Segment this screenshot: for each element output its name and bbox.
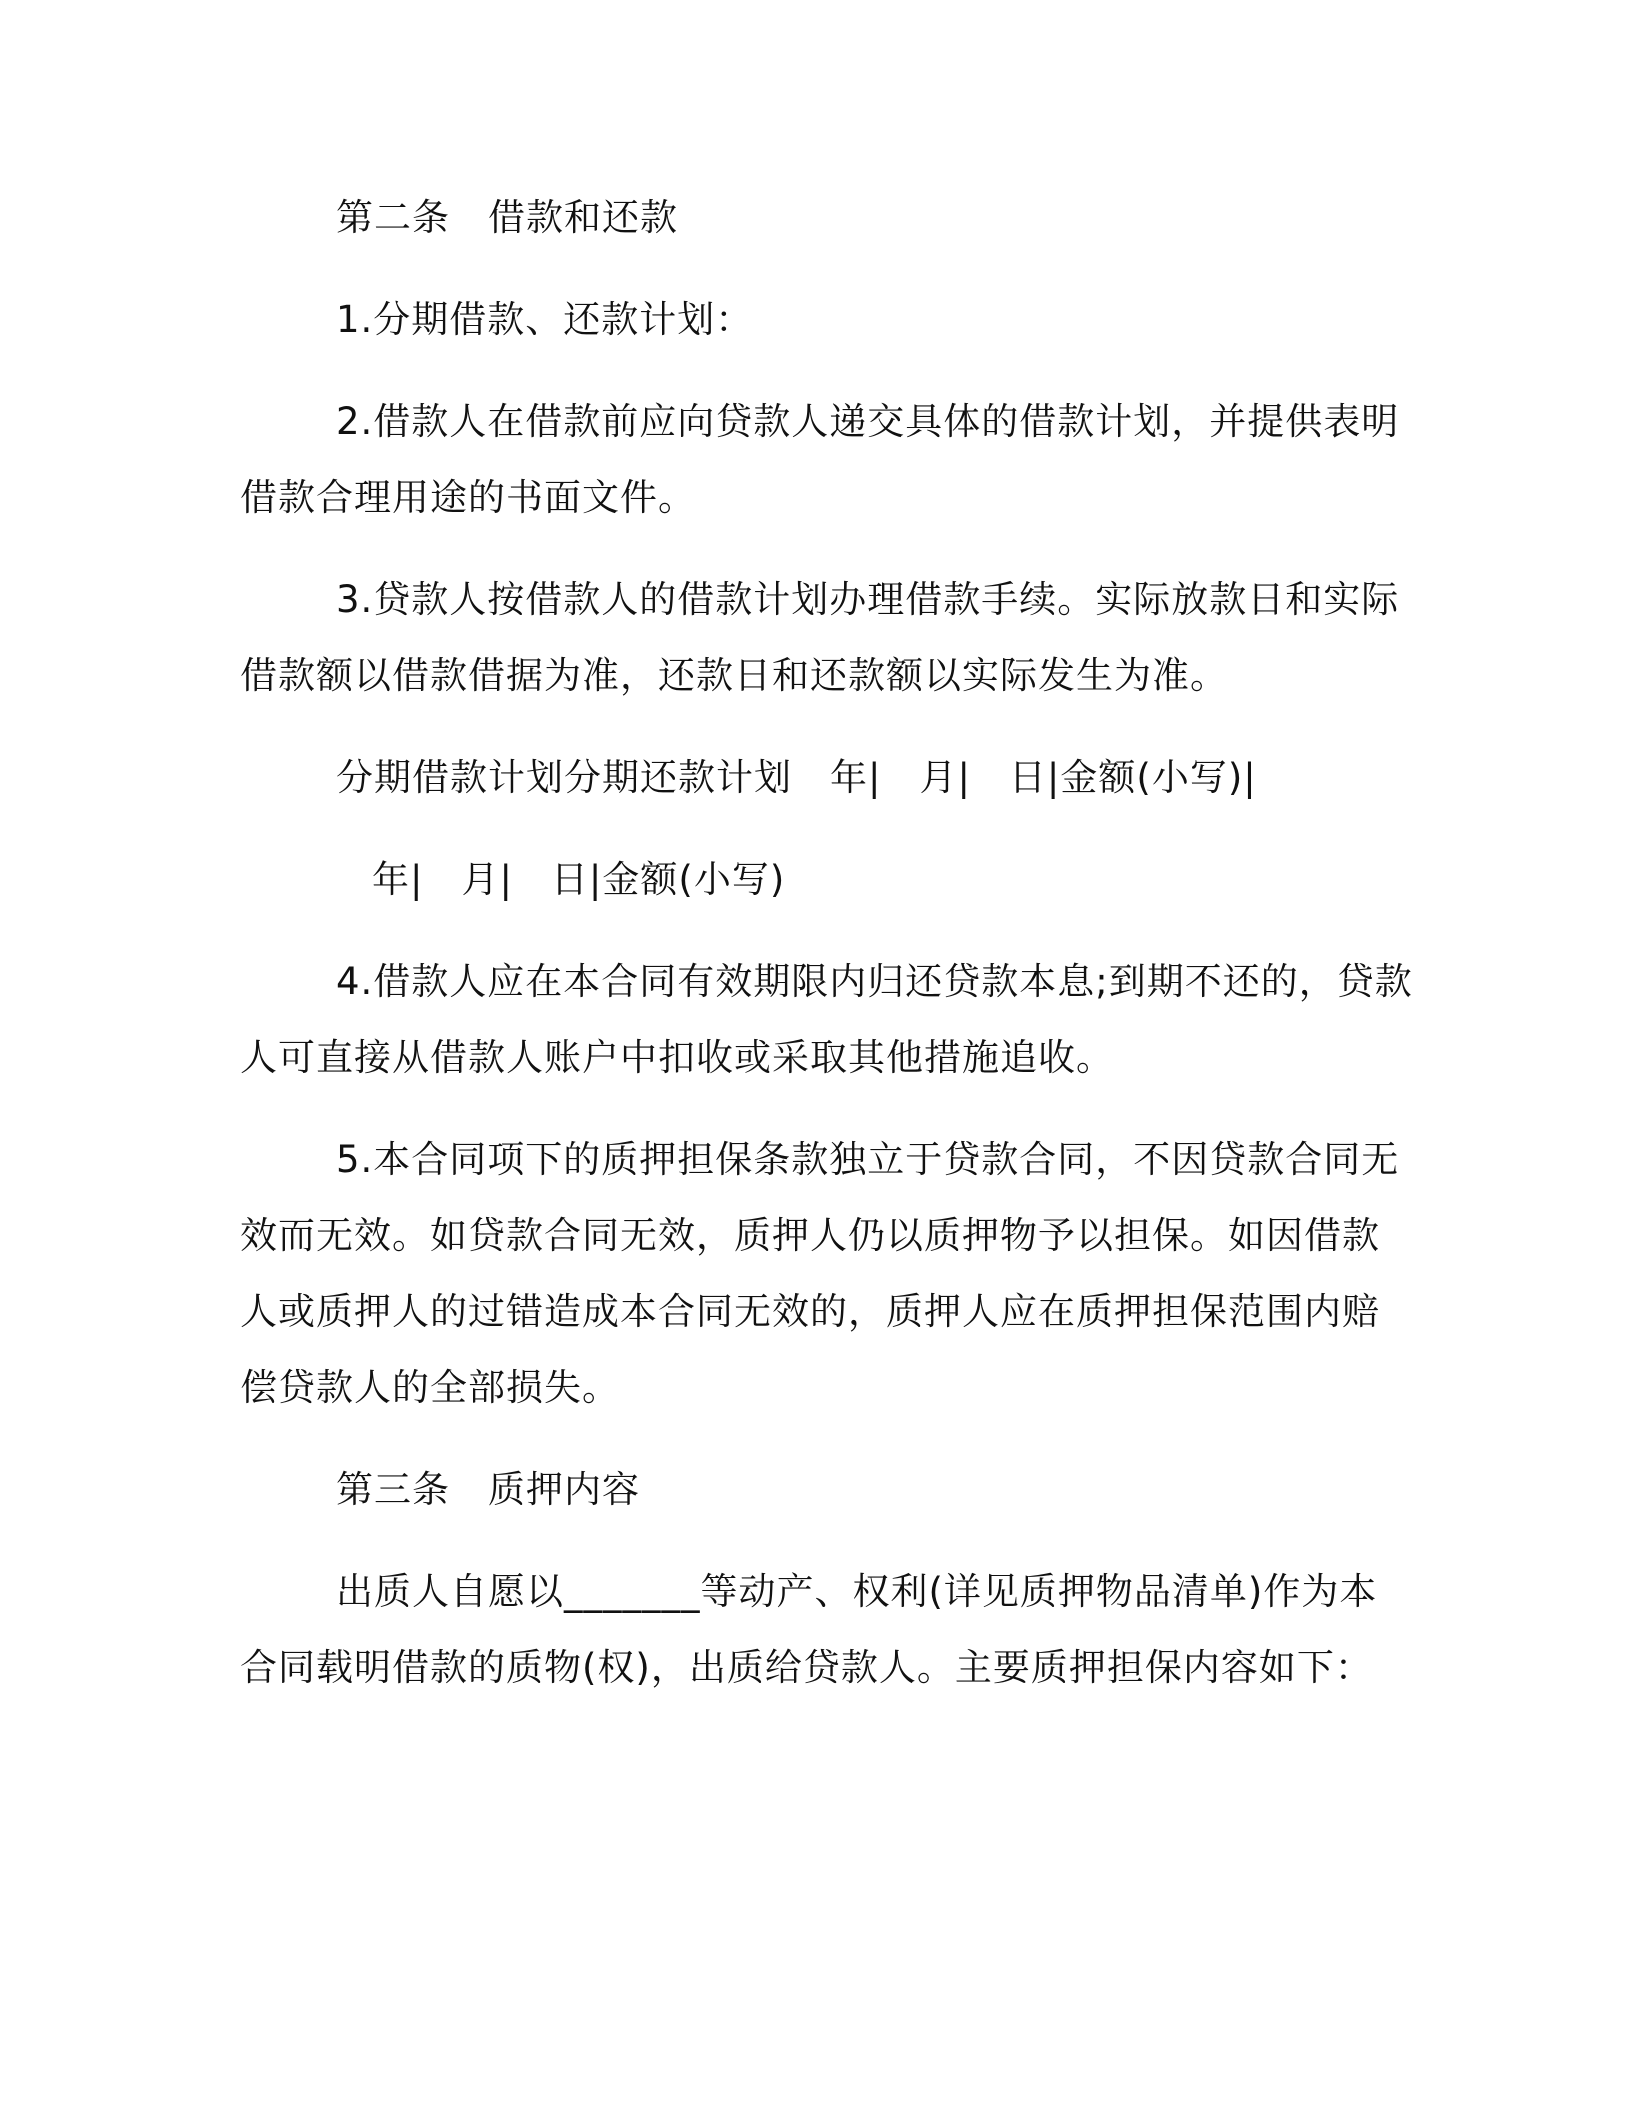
clause-4-line-2: 人可直接从借款人账户中扣收或采取其他措施追收。 bbox=[240, 1036, 1114, 1079]
clause-2-line-2: 借款合理用途的书面文件。 bbox=[240, 476, 696, 519]
clause-5-line-4: 偿贷款人的全部损失。 bbox=[240, 1366, 620, 1409]
clause-3-line-2: 借款额以借款借据为准，还款日和还款额以实际发生为准。 bbox=[240, 654, 1228, 697]
clause-5-line-1: 5.本合同项下的质押担保条款独立于贷款合同，不因贷款合同无 bbox=[336, 1138, 1400, 1181]
article-3-heading: 第三条 质押内容 bbox=[336, 1468, 640, 1511]
pledge-paragraph-line-1: 出质人自愿以_______等动产、权利(详见质押物品清单)作为本 bbox=[336, 1570, 1378, 1613]
clause-5-line-2: 效而无效。如贷款合同无效，质押人仍以质押物予以担保。如因借款 bbox=[240, 1214, 1380, 1257]
installment-plan-row-1: 分期借款计划分期还款计划 年| 月| 日|金额(小写)| bbox=[336, 756, 1257, 799]
clause-3-line-1: 3.贷款人按借款人的借款计划办理借款手续。实际放款日和实际 bbox=[336, 578, 1400, 621]
clause-1: 1.分期借款、还款计划： bbox=[336, 298, 754, 341]
clause-5-line-3: 人或质押人的过错造成本合同无效的，质押人应在质押担保范围内赔 bbox=[240, 1290, 1380, 1333]
clause-4-line-1: 4.借款人应在本合同有效期限内归还贷款本息;到期不还的，贷款 bbox=[336, 960, 1413, 1003]
clause-2-line-1: 2.借款人在借款前应向贷款人递交具体的借款计划，并提供表明 bbox=[336, 400, 1400, 443]
pledge-paragraph-line-2: 合同载明借款的质物(权)，出质给贷款人。主要质押担保内容如下： bbox=[240, 1646, 1373, 1689]
article-2-heading: 第二条 借款和还款 bbox=[336, 196, 678, 239]
installment-plan-row-2: 年| 月| 日|金额(小写) bbox=[372, 858, 786, 901]
